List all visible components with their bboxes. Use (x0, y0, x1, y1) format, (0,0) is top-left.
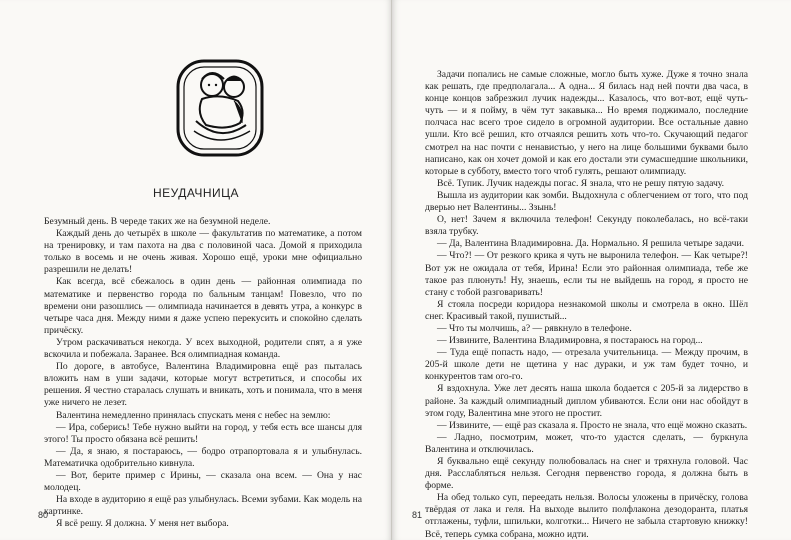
paragraph: — Что?! — От резкого крика я чуть не выронила телефон. — Как четыре?! Вот уж не ожидала от тебя, Ирина! Если это районная олимпиада, тебе же такое раз плюнуть! Ну, знаешь, если ты не выйдешь на город, я просто не стану с тобой разговаривать! (425, 250, 748, 298)
paragraph: — Извините, Валентина Владимировна, я постараюсь на город... (437, 335, 703, 347)
book-gutter (391, 0, 392, 540)
paragraph: — Вот, берите пример с Ирины, — сказала она всем. — Она у нас молодец. (44, 469, 362, 494)
paragraph: На обед только суп, переедать нельзя. Волосы уложены в причёску, голова твёрдая от лака и геля. На выходе вылито полфлакона дезодоранта, платья отглажены, туфли, шпильки, колготки... Ничего не забыла стартовую книжку! Всё, теперь сумка собрана, можно идти. (425, 492, 748, 540)
paragraph: — Да, Валентина Владимировна. Да. Нормально. Я решила четыре задачи. (437, 238, 744, 250)
right-page (392, 0, 791, 540)
paragraph: Утром раскачиваться некогда. У всех выходной, родители спят, а я уже вскочила и побежала. Заранее. Вся олимпиадная команда. (44, 336, 362, 361)
paragraph: Валентина немедленно принялась спускать меня с небес на землю: (56, 409, 331, 421)
paragraph: Я вздохнула. Уже лет десять наша школа бодается с 205-й за лидерство в районе. За каждый олимпиадный диплом убиваются. Если они нас обойдут в этом году, Валентина мне этого не простит. (425, 383, 748, 419)
paragraph: — Ладно, посмотрим, может, что-то удастся сделать, — буркнула Валентина и отключилась. (425, 431, 748, 455)
right-page-text (425, 69, 748, 540)
dancing-couple-illustration (172, 55, 268, 161)
paragraph: На входе в аудиторию я ещё раз улыбнулась. Всеми зубами. Как модель на картинке. (44, 494, 362, 518)
paragraph: Как всегда, всё сбежалось в один день — районная олимпиада по математике и первенство города по бальным танцам! Повезло, что по времени они разошлись — олимпиада начинается в девять утра, а конкурс в четыре часа дня. Между ними я даже успею перекусить и спокойно сделать причёску. (44, 276, 362, 336)
page-number-right: 81 (412, 510, 423, 520)
paragraph: Всё. Тупик. Лучик надежды погас. Я знала, что не решу пятую задачу. (437, 177, 725, 189)
paragraph: По дороге, в автобусе, Валентина Владимировна ещё раз пыталась вложить нам в уши задачи, которые могут встретиться, и способы их решения. Я честно старалась слушать и вникать, хоть и понимала, что в меня уже ничего не лезет. (44, 361, 362, 409)
paragraph: Вышла из аудитории как зомби. Выдохнула с облегчением от того, что под дверью нет Валентины... Ззынь! (425, 189, 748, 214)
left-page (0, 0, 392, 540)
paragraph: — Да, я знаю, я постараюсь, — бодро отрапортовала я и улыбнулась. Математичка одобрительно кивнула. (44, 445, 362, 469)
paragraph: Безумный день. В череде таких же на безумной неделе. (44, 216, 271, 227)
paragraph: Я стояла посреди коридора незнакомой школы и смотрела в окно. Шёл снег. Красивый такой, пушистый... (425, 298, 748, 322)
paragraph: — Туда ещё попасть надо, — отрезала учительница. — Между прочим, в 205-й школе дети не щетина у нас дураки, и уж там будет точно, и конкурентов там ого-го. (425, 347, 748, 383)
paragraph: — Что ты молчишь, а? — рявкнуло в телефоне. (437, 322, 632, 334)
paragraph: О, нет! Зачем я включила телефон! Секунду поколебалась, но всё-таки взяла трубку. (425, 214, 748, 238)
left-page-text (44, 216, 362, 530)
paragraph: Я всё решу. Я должна. У меня нет выбора. (56, 518, 229, 530)
paragraph: Я буквально ещё секунду полюбовалась на снег и тряхнула головой. Час дня. Расслабляться нельзя. Сегодня первенство города, я должна быть в форме. (425, 456, 748, 492)
page-number-left: 80 (38, 510, 49, 520)
paragraph: Каждый день до четырёх в школе — факультатив по математике, а потом на тренировку, и там пахота на два с половиной часа. Домой я приходила только в восемь и не очень живая. Хорошо ещё, уроки мне официально разрешили не делать! (44, 228, 362, 276)
paragraph: Задачи попались не самые сложные, могло быть хуже. Дуже я точно знала как решать, где предполагала... А одна... Я билась над ней почти два часа, в конце концов забрезжил лучик надежды... Казалось, что вот-вот, ещё чуть-чуть — и я пойму, в чём тут закавыка... Но время поджимало, последние полчаса нас всего трое сидело в огромной аудитории. Все остальные давно ушли. Кто всё решил, кто отчаялся решить хоть что-то. Скучающий педагог смотрел на нас почти с ненавистью, у него на лице большими буквами было написано, как он хочет домой и как его достали эти сумасшедшие школьники, которые в субботу, вместо того чтоб гулять, решают олимпиаду. (425, 69, 748, 177)
chapter-title: НЕУДАЧНИЦА (152, 186, 240, 200)
paragraph: — Извините, — ещё раз сказала я. Просто не знала, что ещё можно сказать. (437, 419, 748, 431)
paragraph: — Ира, соберись! Тебе нужно выйти на город, у тебя есть все шансы для этого! Ты просто обязана всё решить! (44, 421, 362, 445)
